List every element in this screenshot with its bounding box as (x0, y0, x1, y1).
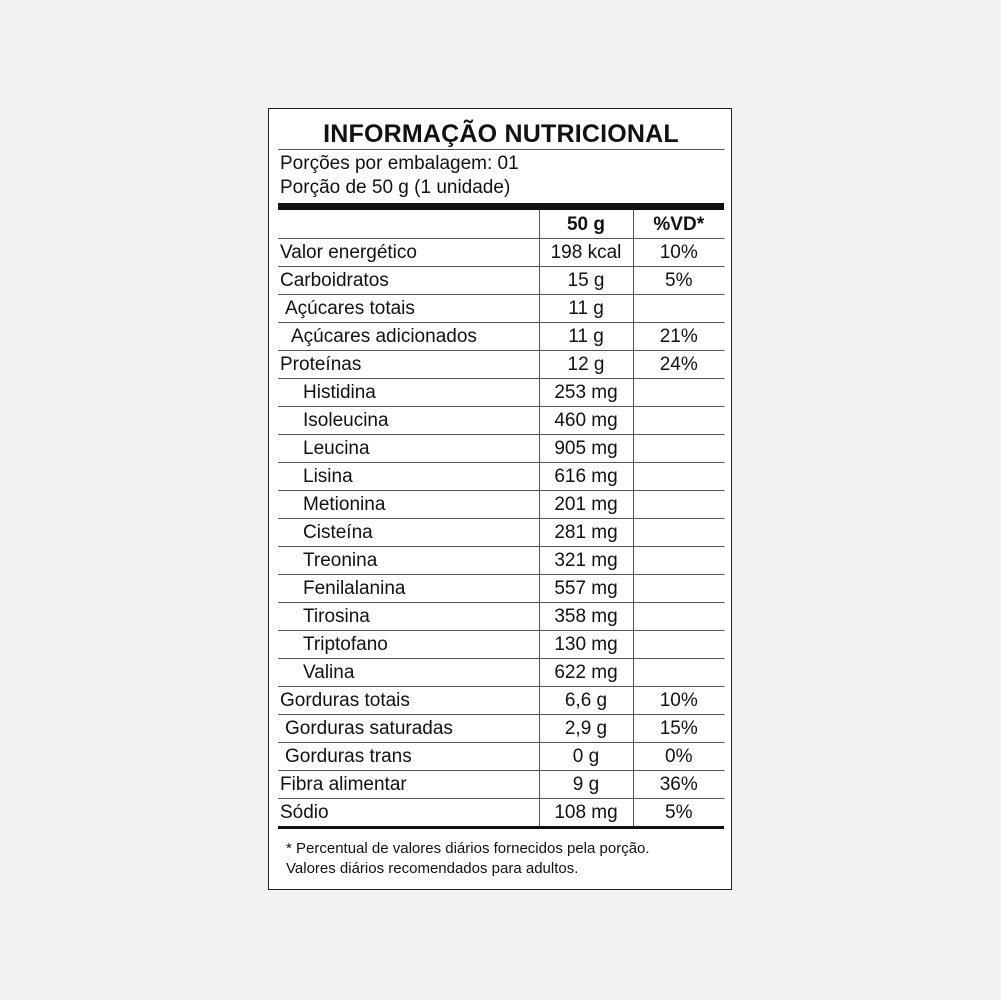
nutrient-amount: 201 mg (539, 491, 633, 519)
footnote-line-2: Valores diários recomendados para adultos. (286, 860, 579, 877)
nutrient-amount: 622 mg (539, 659, 633, 687)
nutrient-name: Fibra alimentar (278, 771, 539, 799)
nutrient-name: Gorduras saturadas (278, 715, 539, 743)
table-header-row (278, 210, 724, 239)
nutrient-name: Tirosina (278, 603, 539, 631)
nutrient-row-total-fat (278, 687, 724, 715)
nutrient-daily-value (633, 519, 724, 547)
nutrient-daily-value (633, 295, 724, 323)
nutrient-amount: 358 mg (539, 603, 633, 631)
nutrient-row-cysteine (278, 519, 724, 547)
footnote-line-1: * Percentual de valores diários fornecidos pela porção. (286, 840, 650, 857)
nutrient-row-phenylalanine (278, 575, 724, 603)
nutrient-amount: 198 kcal (539, 239, 633, 267)
nutrient-name: Isoleucina (278, 407, 539, 435)
nutrient-name: Histidina (278, 379, 539, 407)
serving-info (278, 150, 724, 201)
nutrient-amount: 616 mg (539, 463, 633, 491)
nutrient-table (278, 210, 724, 826)
nutrient-daily-value: 0% (633, 743, 724, 771)
nutrient-amount: 9 g (539, 771, 633, 799)
nutrient-name: Lisina (278, 463, 539, 491)
thick-divider (278, 203, 724, 210)
nutrient-row-proteins (278, 351, 724, 379)
nutrient-row-sodium (278, 799, 724, 827)
serving-size: Porção de 50 g (1 unidade) (280, 177, 511, 198)
nutrient-daily-value (633, 463, 724, 491)
nutrient-amount: 281 mg (539, 519, 633, 547)
nutrient-amount: 460 mg (539, 407, 633, 435)
nutrient-amount: 321 mg (539, 547, 633, 575)
nutrient-row-carbohydrates (278, 267, 724, 295)
nutrient-amount: 557 mg (539, 575, 633, 603)
nutrient-amount: 2,9 g (539, 715, 633, 743)
nutrient-name: Leucina (278, 435, 539, 463)
nutrient-row-isoleucine (278, 407, 724, 435)
nutrient-amount: 130 mg (539, 631, 633, 659)
header-daily-value: %VD* (633, 210, 724, 239)
header-blank-cell (278, 210, 539, 239)
nutrient-amount: 6,6 g (539, 687, 633, 715)
nutrient-row-energy (278, 239, 724, 267)
nutrition-facts-label (268, 108, 732, 890)
nutrient-amount: 15 g (539, 267, 633, 295)
nutrient-row-threonine (278, 547, 724, 575)
nutrient-daily-value (633, 631, 724, 659)
nutrient-daily-value: 5% (633, 267, 724, 295)
nutrient-amount: 0 g (539, 743, 633, 771)
nutrient-row-lysine (278, 463, 724, 491)
nutrient-daily-value: 24% (633, 351, 724, 379)
nutrient-daily-value (633, 435, 724, 463)
nutrient-daily-value (633, 547, 724, 575)
nutrient-row-dietary-fiber (278, 771, 724, 799)
nutrient-name: Açúcares totais (278, 295, 539, 323)
nutrient-name: Açúcares adicionados (278, 323, 539, 351)
nutrient-amount: 108 mg (539, 799, 633, 827)
nutrient-name: Carboidratos (278, 267, 539, 295)
nutrient-amount: 253 mg (539, 379, 633, 407)
nutrient-daily-value (633, 659, 724, 687)
nutrient-name: Gorduras trans (278, 743, 539, 771)
nutrient-name: Treonina (278, 547, 539, 575)
nutrient-row-tyrosine (278, 603, 724, 631)
nutrient-name: Triptofano (278, 631, 539, 659)
nutrient-row-histidine (278, 379, 724, 407)
nutrient-daily-value (633, 491, 724, 519)
nutrient-daily-value (633, 603, 724, 631)
nutrient-daily-value (633, 575, 724, 603)
nutrient-row-added-sugars (278, 323, 724, 351)
nutrient-row-methionine (278, 491, 724, 519)
label-title: INFORMAÇÃO NUTRICIONAL (278, 109, 724, 150)
nutrient-name: Sódio (280, 802, 329, 823)
nutrient-name: Valina (278, 659, 539, 687)
nutrient-name: Metionina (278, 491, 539, 519)
nutrient-row-tryptophan (278, 631, 724, 659)
nutrient-daily-value: 10% (633, 687, 724, 715)
nutrition-facts-content (278, 109, 724, 879)
nutrient-daily-value: 10% (633, 239, 724, 267)
nutrient-row-leucine (278, 435, 724, 463)
nutrient-daily-value (633, 379, 724, 407)
nutrient-name: Gorduras totais (278, 687, 539, 715)
nutrient-row-valine (278, 659, 724, 687)
nutrient-daily-value: 15% (633, 715, 724, 743)
nutrient-amount: 905 mg (539, 435, 633, 463)
nutrient-daily-value (633, 407, 724, 435)
nutrient-name: Proteínas (278, 351, 539, 379)
header-amount: 50 g (539, 210, 633, 239)
nutrient-amount: 11 g (539, 323, 633, 351)
nutrient-row-trans-fat (278, 743, 724, 771)
nutrient-name: Cisteína (278, 519, 539, 547)
nutrient-row-total-sugars (278, 295, 724, 323)
nutrient-name: Fenilalanina (278, 575, 539, 603)
nutrient-amount: 12 g (539, 351, 633, 379)
nutrient-daily-value: 21% (633, 323, 724, 351)
nutrient-daily-value: 5% (633, 799, 724, 827)
nutrient-row-saturated-fat (278, 715, 724, 743)
nutrient-daily-value: 36% (633, 771, 724, 799)
footnote (278, 829, 724, 879)
nutrient-amount: 11 g (539, 295, 633, 323)
nutrient-name: Valor energético (278, 239, 539, 267)
servings-per-package: Porções por embalagem: 01 (280, 153, 519, 174)
